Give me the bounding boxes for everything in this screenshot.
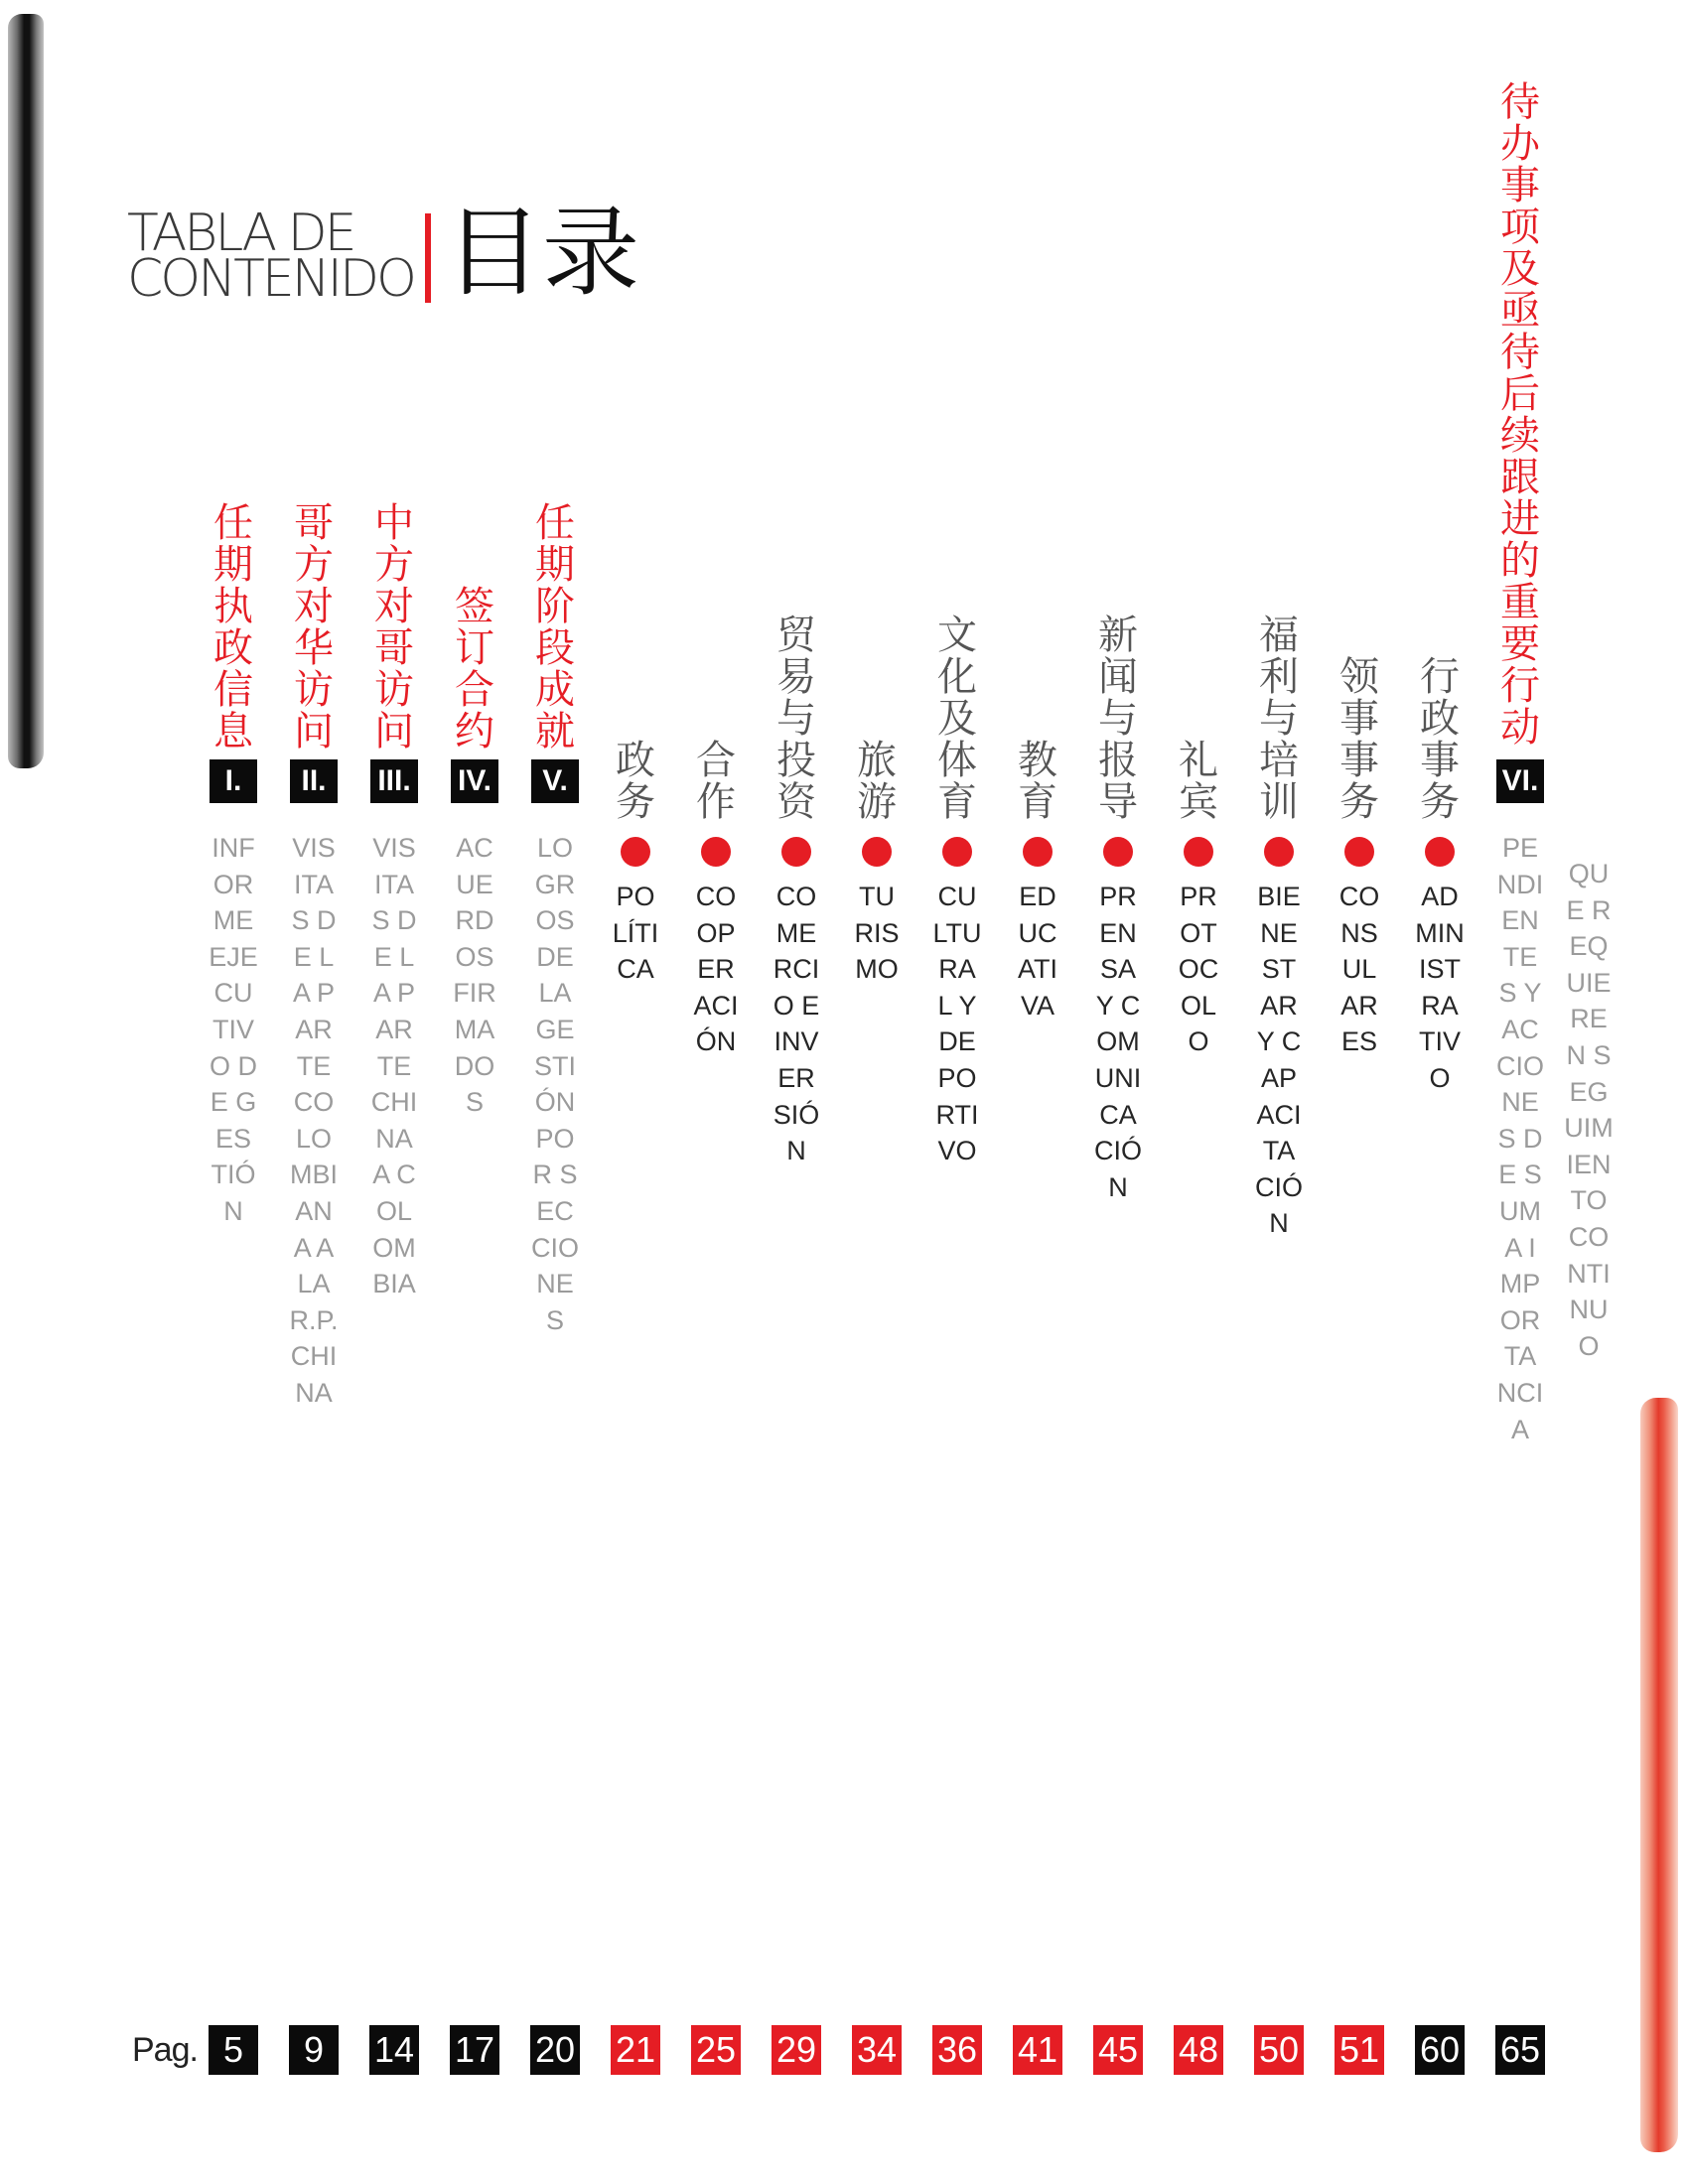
page-number-link[interactable]: 34 (852, 2025, 902, 2075)
section-es-title: LOGROS DE LA GESTIÓN POR SECCIONES (530, 833, 579, 1335)
section-es-title-2: QUE REQUIEREN SEGUIMIENTO CONTINUO (1564, 859, 1614, 1361)
subsection-cultural[interactable] (922, 0, 992, 2184)
title-line-2: CONTENIDO (127, 249, 414, 309)
page-number-link[interactable]: 45 (1093, 2025, 1143, 2075)
subsection-cn-title: 贸易与投资 (776, 613, 816, 825)
section-cn-title: 中方对哥访问 (374, 500, 414, 754)
section-marker: II. (290, 759, 338, 803)
section-es-title: VISITAS DE LA PARTE COLOMBIANA A LA R.P. CHINA (289, 833, 339, 1408)
page-number-link[interactable]: 9 (289, 2025, 339, 2075)
section-marker: I. (210, 759, 257, 803)
page-number-link[interactable]: 36 (932, 2025, 982, 2075)
subsection-politica[interactable] (601, 0, 670, 2184)
subsection-administrativo[interactable] (1405, 0, 1475, 2184)
subsection-cn-title: 教育 (1018, 738, 1057, 825)
section-vi-continued (1554, 0, 1623, 2184)
subsection-es-title: TURISMO (854, 882, 900, 985)
subsection-cn-title: 合作 (696, 738, 736, 825)
section-es-title: ACUERDOS FIRMADOS (453, 833, 496, 1118)
subsection-turismo[interactable] (842, 0, 912, 2184)
subsection-bienestar[interactable] (1244, 0, 1314, 2184)
section-i[interactable] (199, 0, 268, 2184)
page-number-link[interactable]: 41 (1013, 2025, 1062, 2075)
right-brush-stroke (1640, 1398, 1678, 2152)
page-number-link[interactable]: 50 (1254, 2025, 1304, 2075)
section-marker: VI. (1496, 759, 1544, 803)
subsection-cooperacion[interactable] (681, 0, 751, 2184)
subsection-cn-title: 福利与培训 (1259, 613, 1299, 825)
page-number-link[interactable]: 14 (369, 2025, 419, 2075)
section-cn-title: 任期执政信息 (213, 500, 253, 754)
section-es-title: INFORME EJECUTIVO DE GESTIÓN (209, 833, 258, 1226)
section-vi[interactable] (1485, 0, 1555, 2184)
subsection-es-title: EDUCATIVA (1018, 882, 1057, 1021)
subsection-protocolo[interactable] (1164, 0, 1233, 2184)
title-chinese: 目录 (445, 197, 640, 310)
section-cn-title: 签订合约 (455, 584, 494, 754)
page-number-link[interactable]: 65 (1495, 2025, 1545, 2075)
section-iii[interactable] (359, 0, 429, 2184)
page-number-link[interactable]: 48 (1174, 2025, 1223, 2075)
subsection-cn-title: 政务 (616, 738, 655, 825)
bullet-dot (621, 837, 650, 867)
bullet-dot (1425, 837, 1455, 867)
section-v[interactable] (520, 0, 590, 2184)
section-marker: III. (370, 759, 418, 803)
subsection-es-title: ADMINISTRATIVO (1415, 882, 1465, 1093)
page-number-link[interactable]: 25 (691, 2025, 741, 2075)
section-es-title: PENDIENTES Y ACCIONES DE SUMA IMPORTANCIA (1495, 833, 1544, 1444)
bullet-dot (701, 837, 731, 867)
subsection-cn-title: 行政事务 (1420, 654, 1460, 825)
page-number-link[interactable]: 20 (530, 2025, 580, 2075)
section-cn-title: 任期阶段成就 (535, 500, 575, 754)
subsection-es-title: COMERCIO E INVERSIÓN (773, 882, 820, 1166)
left-brush-stroke (8, 14, 44, 768)
bullet-dot (1023, 837, 1053, 867)
subsection-cn-title: 礼宾 (1179, 738, 1218, 825)
subsection-educativa[interactable] (1003, 0, 1072, 2184)
section-iv[interactable] (440, 0, 509, 2184)
page-number-link[interactable]: 5 (209, 2025, 258, 2075)
subsection-es-title: COOPERACIÓN (693, 882, 739, 1057)
subsection-cn-title: 旅游 (857, 738, 897, 825)
subsection-consulares[interactable] (1325, 0, 1394, 2184)
subsection-es-title: PROTOCOLO (1178, 882, 1219, 1057)
bullet-dot (1344, 837, 1374, 867)
page-number-link[interactable]: 29 (772, 2025, 821, 2075)
bullet-dot (781, 837, 811, 867)
page-number-link[interactable]: 51 (1335, 2025, 1384, 2075)
bullet-dot (862, 837, 892, 867)
bullet-dot (1103, 837, 1133, 867)
section-ii[interactable] (279, 0, 349, 2184)
bullet-dot (942, 837, 972, 867)
bullet-dot (1184, 837, 1213, 867)
page-number-link[interactable]: 17 (450, 2025, 499, 2075)
subsection-es-title: CONSULARES (1338, 882, 1380, 1057)
title-line-1: TABLA DE (127, 204, 354, 263)
section-marker: IV. (451, 759, 498, 803)
page-number-link[interactable]: 60 (1415, 2025, 1465, 2075)
subsection-prensa[interactable] (1083, 0, 1153, 2184)
subsection-es-title: BIENESTAR Y CAPACITACIÓN (1254, 882, 1303, 1239)
subsection-cn-title: 领事事务 (1339, 654, 1379, 825)
section-es-title: VISITAS DE LA PARTE CHINA A COLOMBIA (370, 833, 418, 1299)
section-cn-title: 哥方对华访问 (294, 500, 334, 754)
section-cn-title: 待办事项及亟待后续跟进的重要行动 (1500, 79, 1540, 751)
subsection-es-title: POLÍTICA (612, 882, 659, 985)
page-number-link[interactable]: 21 (611, 2025, 660, 2075)
section-marker: V. (531, 759, 579, 803)
subsection-cn-title: 新闻与报导 (1098, 613, 1138, 825)
bullet-dot (1264, 837, 1294, 867)
subsection-es-title: PRENSA Y COMUNICACIÓN (1093, 882, 1142, 1202)
subsection-cn-title: 文化及体育 (937, 613, 977, 825)
subsection-comercio[interactable] (762, 0, 831, 2184)
page-label: Pag. (132, 2031, 198, 2069)
subsection-es-title: CULTURAL Y DEPORTIVO (932, 882, 982, 1166)
